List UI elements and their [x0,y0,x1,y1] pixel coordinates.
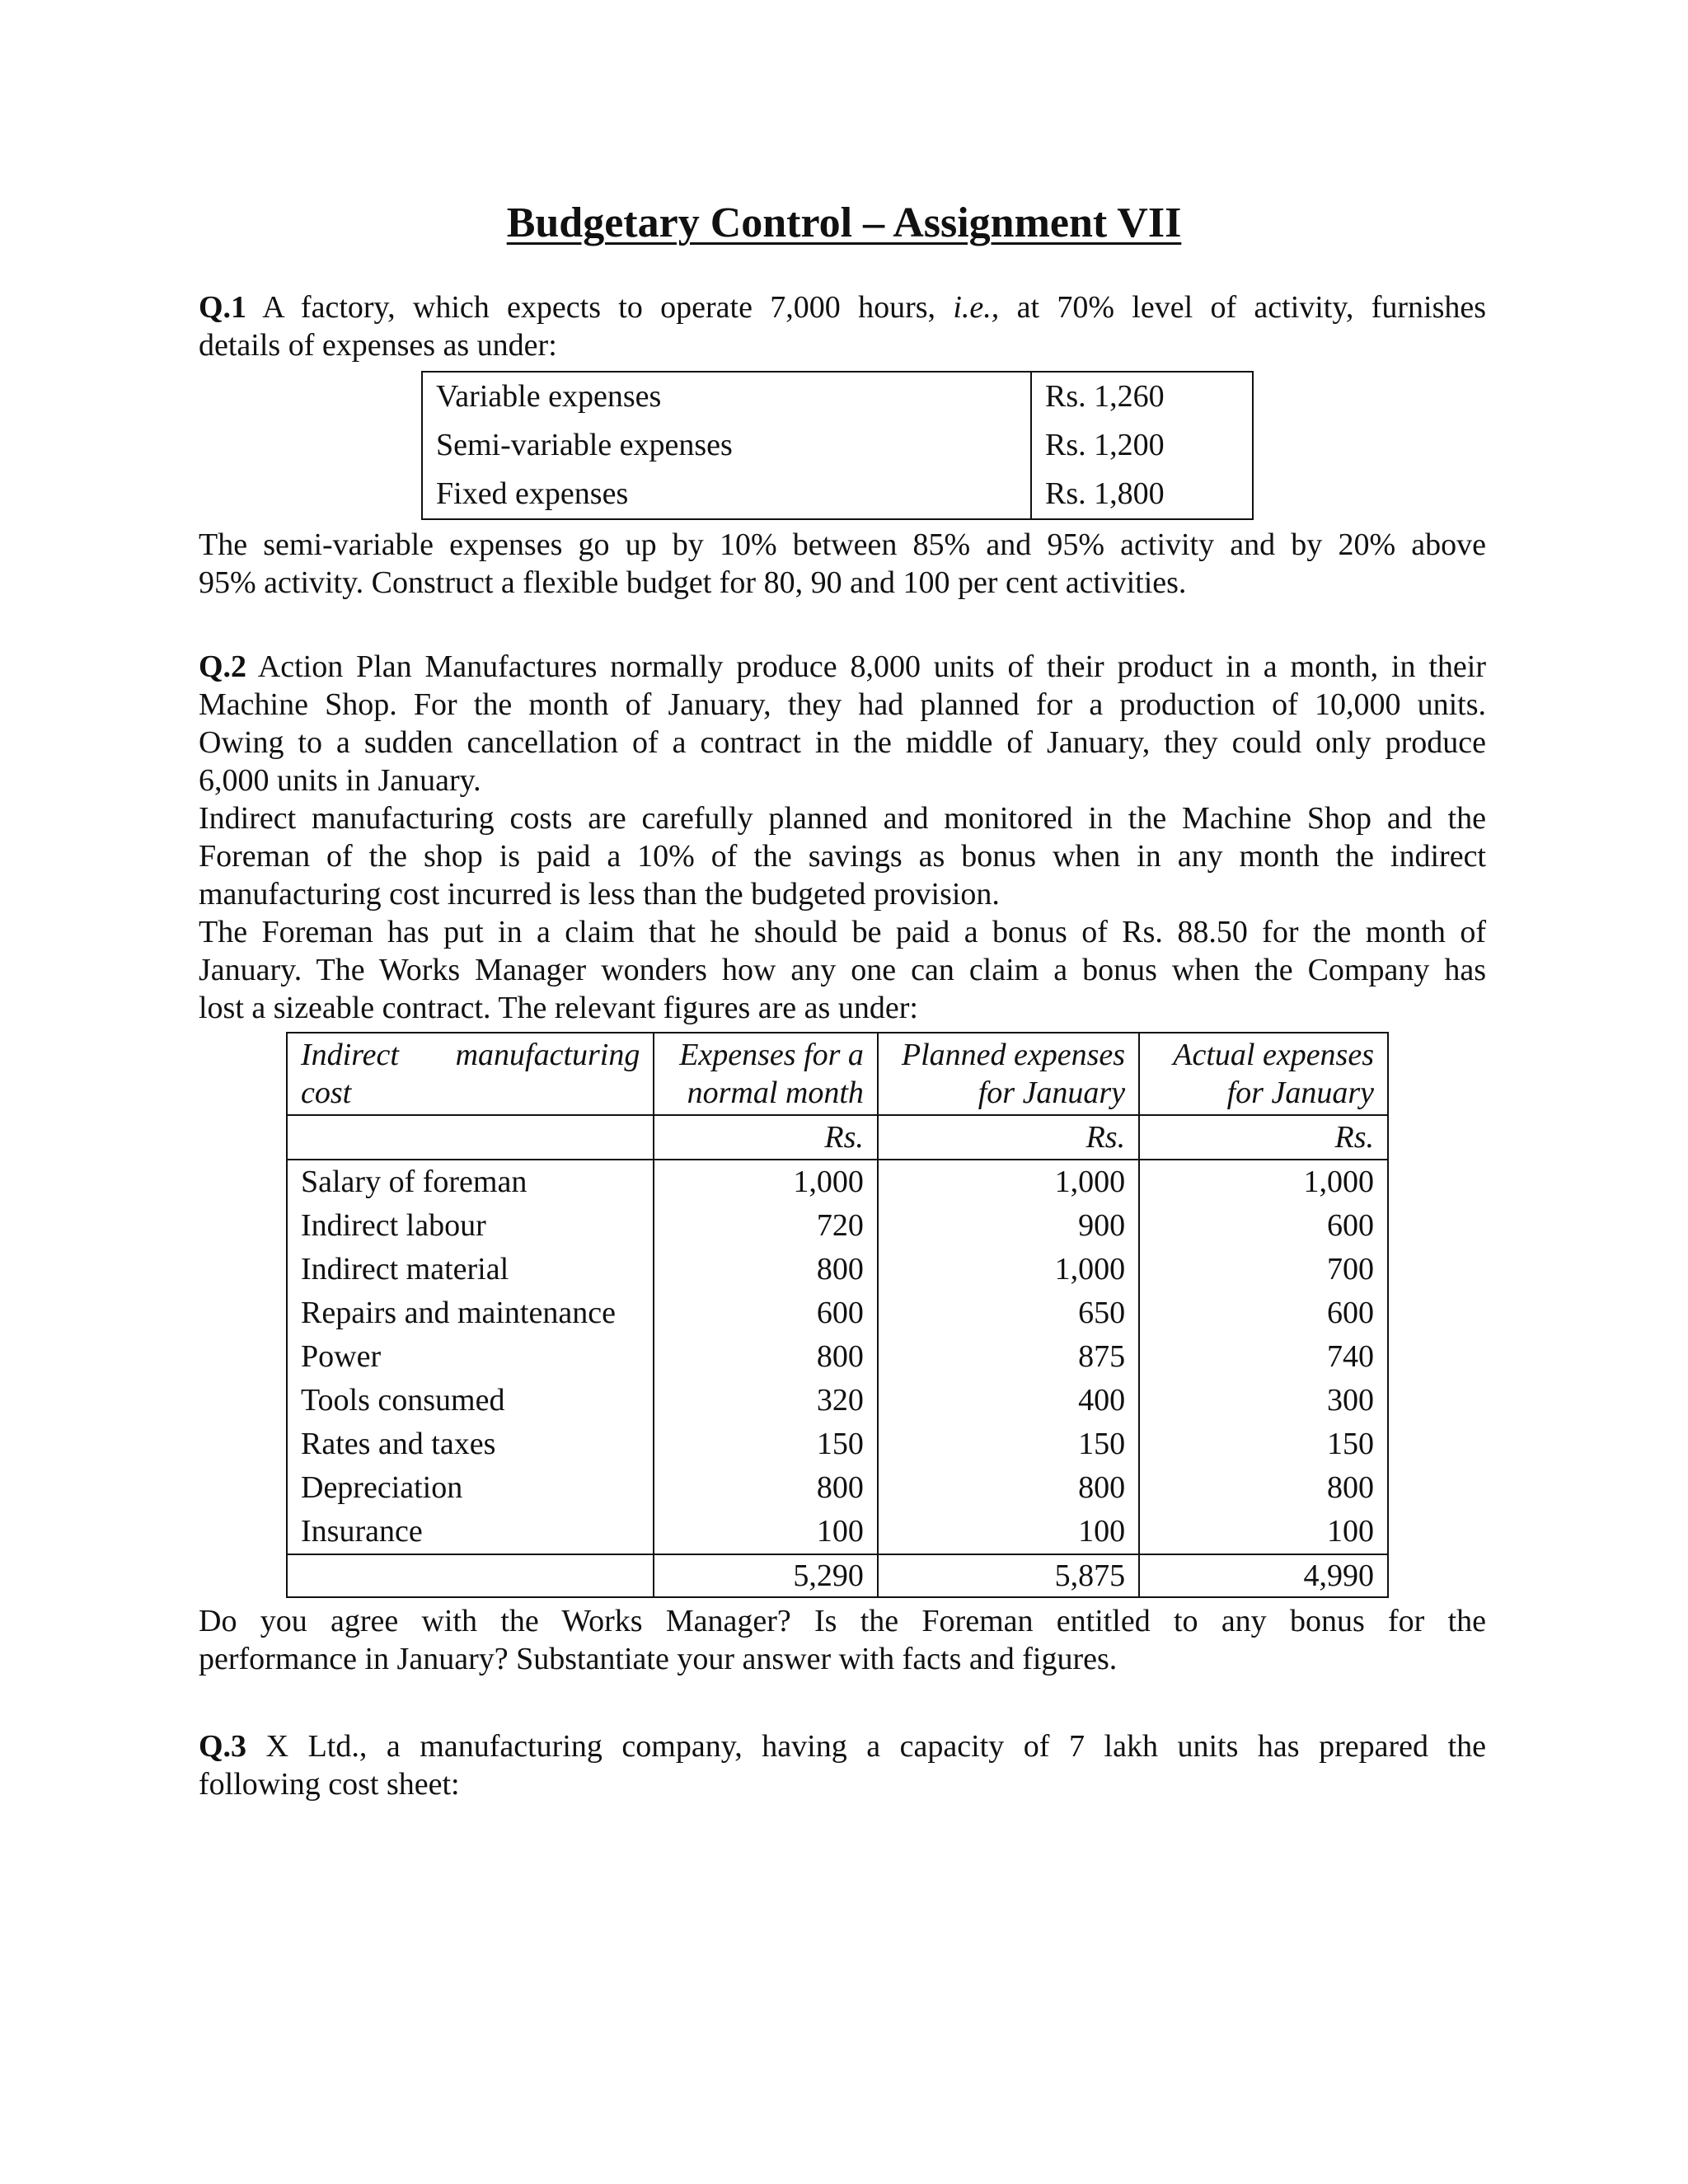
table-row [287,1335,1388,1379]
cost-item-cell: Insurance [287,1510,654,1554]
q1-after-1: The semi-variable expenses go up by 10% between 85% and 95% activity and by 20% above [199,527,1486,562]
q1-item: Variable expenses [436,379,662,414]
q1-intro-b: at 70% level of activity, furnishes [1016,290,1487,325]
q2-totals-row [287,1554,1388,1597]
table-row [287,1510,1388,1554]
table-row [287,1422,1388,1466]
header-normal-line1: Expenses for a [679,1038,864,1072]
cost-item-cell: Power [287,1335,654,1379]
normal-month-cell: 800 [654,1466,878,1510]
table-row [287,1379,1388,1422]
normal-month-cell: 720 [654,1204,878,1248]
actual-cell: 600 [1139,1291,1388,1335]
planned-cell: 800 [878,1466,1139,1510]
q1-items-col [422,372,1031,519]
q2-line-1: Action Plan Manufactures normally produce 8,000 units of their product in a month, in their [257,649,1486,684]
planned-cell: 400 [878,1379,1139,1422]
planned-cell: 875 [878,1335,1139,1379]
actual-cell: 800 [1139,1466,1388,1510]
cost-item-cell: Indirect material [287,1248,654,1291]
q2-line-5: Indirect manufacturing costs are carefully planned and monitored in the Machine Shop and the [199,801,1486,836]
header-cost-item [287,1033,654,1115]
q1-item: Semi-variable expenses [436,428,733,462]
planned-cell: 150 [878,1422,1139,1466]
cost-item-cell: Repairs and maintenance [287,1291,654,1335]
normal-month-cell: 1,000 [654,1160,878,1204]
currency-planned: Rs. [878,1115,1139,1160]
q2-line-8: The Foreman has put in a claim that he should be paid a bonus of Rs. 88.50 for the month of [199,915,1486,949]
q2-cost-table [286,1032,1389,1598]
header-actual [1139,1033,1388,1115]
total-planned: 5,875 [878,1554,1139,1597]
actual-cell: 740 [1139,1335,1388,1379]
header-cost-item-line2: cost [301,1076,352,1110]
q2-label: Q.2 [199,649,247,684]
q1-intro [199,288,1486,364]
q2-question-1: Do you agree with the Works Manager? Is the Foreman entitled to any bonus for the [199,1604,1486,1638]
q1-label: Q.1 [199,290,247,325]
q2-line-3: Owing to a sudden cancellation of a contract in the middle of January, they could only produce [199,725,1486,760]
header-planned-line1: Planned expenses [901,1038,1126,1072]
q1-expense-table [421,371,1254,520]
header-normal-line2: normal month [687,1076,864,1110]
table-row [287,1204,1388,1248]
actual-cell: 100 [1139,1510,1388,1554]
planned-cell: 1,000 [878,1160,1139,1204]
planned-cell: 1,000 [878,1248,1139,1291]
header-planned [878,1033,1139,1115]
header-normal-month [654,1033,878,1115]
header-cost-item-line1: Indirect manufacturing [301,1038,640,1072]
q1-amount: Rs. 1,800 [1045,476,1165,511]
planned-cell: 100 [878,1510,1139,1554]
q2-question-2: performance in January? Substantiate your answer with facts and figures. [199,1642,1118,1676]
q1-amounts-col [1031,372,1253,519]
q1-intro-a: A factory, which expects to operate 7,000 hours, [262,290,936,325]
table-row [287,1291,1388,1335]
cost-item-cell: Salary of foreman [287,1160,654,1204]
normal-month-cell: 800 [654,1248,878,1291]
cost-item-cell: Tools consumed [287,1379,654,1422]
page-title-text: Budgetary Control – Assignment VII [506,199,1182,246]
header-actual-line1: Actual expenses [1173,1038,1374,1072]
q2-currency-row [287,1115,1388,1160]
normal-month-cell: 600 [654,1291,878,1335]
q1-followup [199,526,1486,602]
currency-blank [287,1115,654,1160]
planned-cell: 650 [878,1291,1139,1335]
page-title [0,194,1688,252]
table-row [287,1466,1388,1510]
planned-cell: 900 [878,1204,1139,1248]
q1-intro-c: details of expenses as under: [199,328,557,363]
q1-item: Fixed expenses [436,476,629,511]
totals-blank [287,1554,654,1597]
q3-text [199,1727,1486,1803]
cost-item-cell: Indirect labour [287,1204,654,1248]
q2-question [199,1602,1486,1678]
normal-month-cell: 100 [654,1510,878,1554]
q3-label: Q.3 [199,1729,247,1764]
q2-text [199,648,1486,1027]
normal-month-cell: 800 [654,1335,878,1379]
actual-cell: 1,000 [1139,1160,1388,1204]
q2-table-body [287,1160,1388,1554]
normal-month-cell: 320 [654,1379,878,1422]
cost-item-cell: Rates and taxes [287,1422,654,1466]
table-row [287,1248,1388,1291]
header-planned-line2: for January [978,1076,1126,1110]
currency-actual: Rs. [1139,1115,1388,1160]
q1-intro-ie: i.e., [953,290,1000,325]
q2-line-6: Foreman of the shop is paid a 10% of the savings as bonus when in any month the indirect [199,839,1486,874]
currency-normal: Rs. [654,1115,878,1160]
q1-amount: Rs. 1,200 [1045,428,1165,462]
q2-table-header [287,1033,1388,1115]
q1-amount: Rs. 1,260 [1045,379,1165,414]
q3-line-2: following cost sheet: [199,1767,460,1802]
q2-line-10: lost a sizeable contract. The relevant figures are as under: [199,991,918,1025]
q2-line-4: 6,000 units in January. [199,763,481,798]
q1-after-2: 95% activity. Construct a flexible budget for 80, 90 and 100 per cent activities. [199,565,1187,600]
cost-item-cell: Depreciation [287,1466,654,1510]
actual-cell: 300 [1139,1379,1388,1422]
q2-line-2: Machine Shop. For the month of January, they had planned for a production of 10,000 units. [199,687,1486,722]
actual-cell: 600 [1139,1204,1388,1248]
actual-cell: 150 [1139,1422,1388,1466]
normal-month-cell: 150 [654,1422,878,1466]
total-actual: 4,990 [1139,1554,1388,1597]
header-actual-line2: for January [1226,1076,1374,1110]
q3-line-1: X Ltd., a manufacturing company, having a capacity of 7 lakh units has prepared the [265,1729,1486,1764]
table-row [287,1160,1388,1204]
q2-line-7: manufacturing cost incurred is less than the budgeted provision. [199,877,1000,912]
actual-cell: 700 [1139,1248,1388,1291]
q2-line-9: January. The Works Manager wonders how any one can claim a bonus when the Company has [199,953,1486,987]
total-normal: 5,290 [654,1554,878,1597]
